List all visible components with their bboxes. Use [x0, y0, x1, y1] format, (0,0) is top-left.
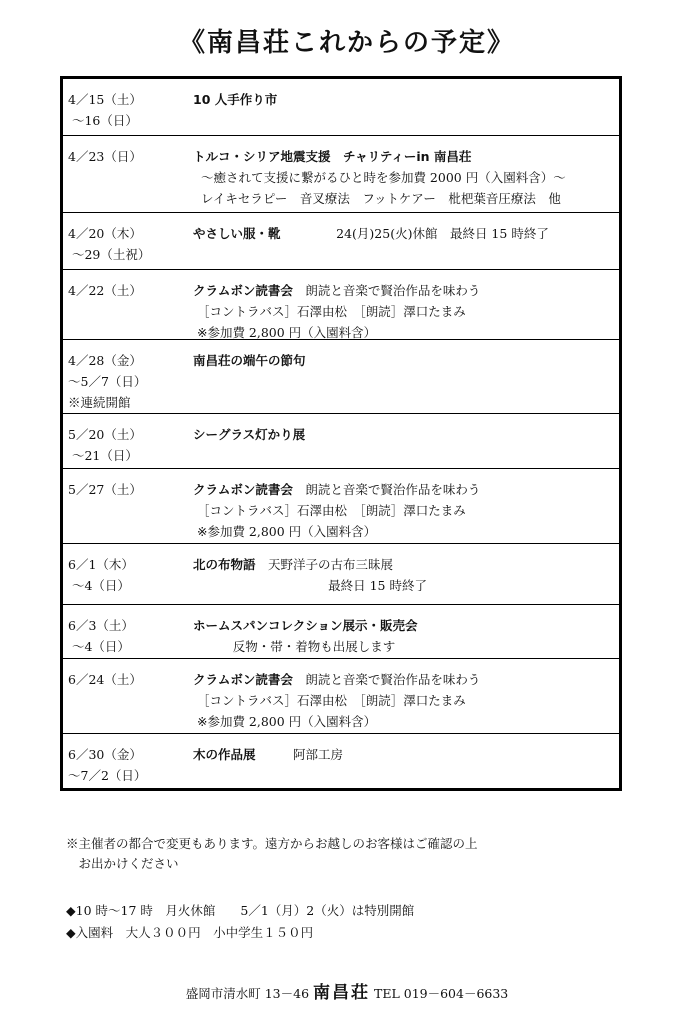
event-content [193, 424, 305, 445]
schedule-table [60, 76, 622, 791]
event-title: クラムボン読書会 [193, 283, 293, 298]
schedule-row-9 [63, 605, 619, 659]
event-date: 5／20（土） ～21（日） [68, 427, 142, 463]
event-date: 4／28（金） ～5／7（日） ※連続開館 [68, 353, 147, 410]
event-date: 4／15（土） ～16（日） [68, 92, 142, 128]
event-content [193, 554, 427, 596]
schedule-row-1 [63, 79, 619, 136]
event-detail: 朗読と音楽で賢治作品を味わう ［コントラバス］石澤由松 ［朗読］澤口たまみ ※参加費 2,800 円（入園料含） [196, 482, 481, 539]
event-title: やさしい服・靴 [193, 226, 281, 241]
event-content [193, 350, 306, 371]
event-title: ホームスパンコレクション展示・販売会 [193, 618, 418, 633]
event-date: 6／30（金） ～7／2（日） [68, 747, 147, 783]
event-detail: 24(月)25(火)休館 最終日 15 時終了 [280, 226, 549, 241]
event-date: 4／22（土） [68, 283, 142, 298]
schedule-row-5 [63, 340, 619, 414]
event-content [193, 89, 277, 110]
event-content [193, 479, 480, 542]
schedule-row-3 [63, 213, 619, 270]
schedule-row-4 [63, 270, 619, 340]
footer-address: 盛岡市清水町 13－46 [185, 986, 310, 1001]
event-date: 4／20（木） ～29（土祝） [68, 226, 151, 262]
event-content [193, 280, 480, 343]
event-title: 木の作品展 [193, 747, 256, 762]
event-title: トルコ・シリア地震支援 チャリティーin 南昌荘 [193, 149, 472, 164]
schedule-row-11 [63, 734, 619, 788]
footer [0, 978, 694, 1003]
event-date: 6／1（木） ～4（日） [68, 557, 134, 593]
event-title: 南昌荘の端午の節句 [193, 353, 306, 368]
event-content [193, 669, 480, 732]
footer-tel: TEL 019－604－6633 [374, 986, 509, 1001]
schedule-row-10 [63, 659, 619, 734]
event-content [193, 223, 549, 244]
schedule-row-7 [63, 469, 619, 544]
event-detail: 阿部工房 [255, 747, 344, 762]
event-title: クラムボン読書会 [193, 672, 293, 687]
event-detail: 朗読と音楽で賢治作品を味わう ［コントラバス］石澤由松 ［朗読］澤口たまみ ※参加費 2,800 円（入園料含） [196, 283, 481, 340]
hours-info: ◆10 時～17 時 月火休館 5／1（月）2（火）は特別開館 ◆入園料 大人３００円 小中学生１５０円 [66, 903, 415, 940]
event-date: 6／24（土） [68, 672, 142, 687]
event-detail: 天野洋子の古布三昧展 最終日 15 時終了 [268, 557, 427, 593]
event-content [193, 744, 343, 765]
schedule-row-8 [63, 544, 619, 605]
event-detail: 反物・帯・着物も出展します [232, 639, 396, 654]
event-date: 5／27（土） [68, 482, 142, 497]
notice-text: ※主催者の都合で変更もあります。遠方からお越しのお客様はご確認の上 お出かけください [66, 836, 478, 871]
event-date: 4／23（日） [68, 149, 142, 164]
event-title: 北の布物語 [193, 557, 256, 572]
footer-name: 南昌荘 [313, 983, 371, 1003]
page-title: 《南昌荘これからの予定》 [178, 28, 515, 58]
schedule-row-6 [63, 414, 619, 469]
schedule-row-2 [63, 136, 619, 213]
event-date: 6／3（土） ～4（日） [68, 618, 134, 654]
event-content [193, 615, 418, 657]
event-detail: ～癒されて支援に繋がるひと時を参加費 2000 円（入園料含）～ レイキセラピー 音叉療法 フットケアー 枇杷葉音圧療法 他 [200, 170, 566, 206]
event-title: クラムボン読書会 [193, 482, 293, 497]
event-title: シーグラス灯かり展 [193, 427, 306, 442]
event-detail: 朗読と音楽で賢治作品を味わう ［コントラバス］石澤由松 ［朗読］澤口たまみ ※参加費 2,800 円（入園料含） [196, 672, 481, 729]
event-title: 10 人手作り市 [193, 92, 278, 107]
event-content [193, 146, 566, 209]
